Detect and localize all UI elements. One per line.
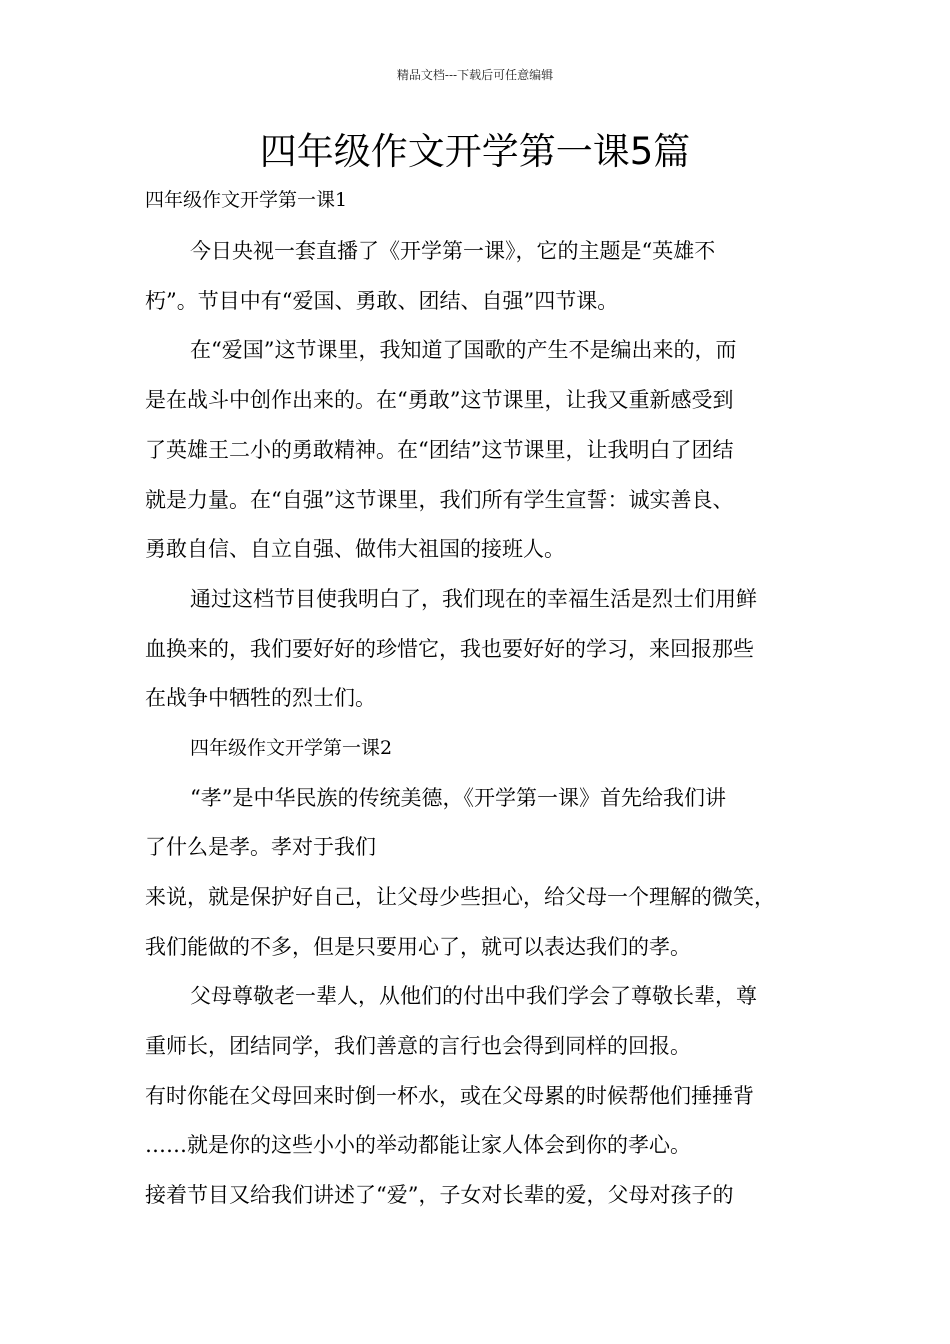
paragraph-line: 在“爱国”这节课里，我知道了国歌的产生不是编出来的，而 xyxy=(190,338,737,362)
paragraph-line: 血换来的，我们要好好的珍惜它，我也要好好的学习，来回报那些 xyxy=(145,637,754,661)
paragraph-line: 是在战斗中创作出来的。在“勇敢”这节课里，让我又重新感受到 xyxy=(145,388,734,412)
paragraph-line: 今日央视一套直播了《开学第一课》，它的主题是“英雄不 xyxy=(190,239,716,263)
paragraph-line: ……就是你的这些小小的举动都能让家人体会到你的孝心。 xyxy=(145,1133,691,1157)
section-heading-1: 四年级作文开学第一课1 xyxy=(145,189,348,211)
paragraph-line: 父母尊敬老一辈人，从他们的付出中我们学会了尊敬长辈，尊 xyxy=(190,984,757,1008)
document-title: 四年级作文开学第一课5篇 xyxy=(259,130,691,173)
paragraph-line: 有时你能在父母回来时倒一杯水，或在父母累的时候帮他们捶捶背 xyxy=(145,1084,754,1108)
paragraph-line: 通过这档节目使我明白了，我们现在的幸福生活是烈士们用鲜 xyxy=(190,587,757,611)
paragraph-line: 在战争中牺牲的烈士们。 xyxy=(145,686,376,710)
paragraph-line: 来说，就是保护好自己，让父母少些担心，给父母一个理解的微笑， xyxy=(145,885,775,909)
paragraph-line: 勇敢自信、自立自强、做伟大祖国的接班人。 xyxy=(145,537,565,561)
paragraph-line: 接着节目又给我们讲述了“爱”，子女对长辈的爱，父母对孩子的 xyxy=(145,1183,734,1207)
section-heading-2: 四年级作文开学第一课2 xyxy=(190,737,393,759)
paragraph-line: 就是力量。在“自强”这节课里，我们所有学生宣誓：诚实善良、 xyxy=(145,488,734,512)
paragraph-line: 了英雄王二小的勇敢精神。在“团结”这节课里，让我明白了团结 xyxy=(145,438,734,462)
paragraph-line: 了什么是孝。孝对于我们 xyxy=(145,835,376,859)
paragraph-line: 我们能做的不多，但是只要用心了，就可以表达我们的孝。 xyxy=(145,935,691,959)
paragraph-line: 重师长，团结同学，我们善意的言行也会得到同样的回报。 xyxy=(145,1034,691,1058)
paragraph-line: “孝”是中华民族的传统美德，《开学第一课》首先给我们讲 xyxy=(190,786,726,810)
paragraph-line: 朽”。节目中有“爱国、勇敢、团结、自强”四节课。 xyxy=(145,289,619,313)
header-note: 精品文档---下载后可任意编辑 xyxy=(396,68,554,82)
